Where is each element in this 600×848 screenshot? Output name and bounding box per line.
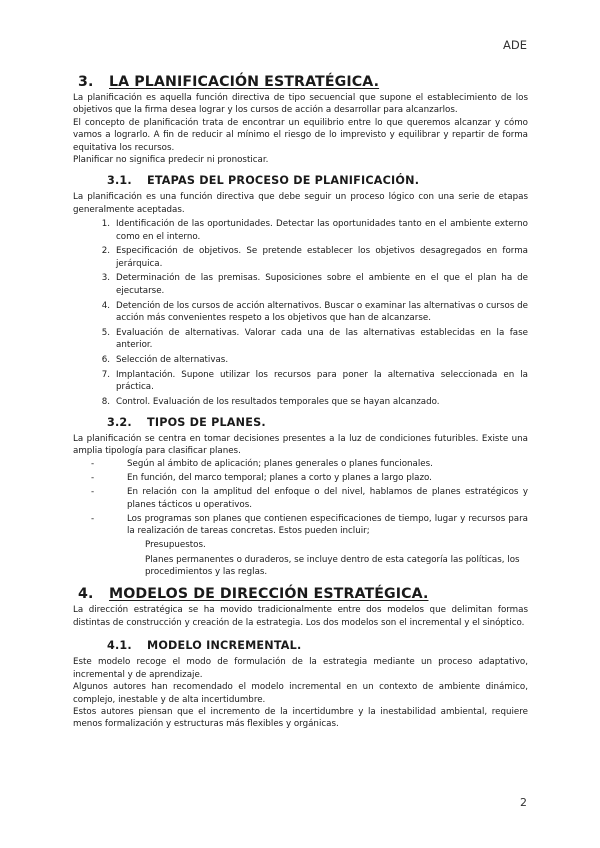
list-number: 4. bbox=[101, 300, 110, 311]
subsection-4-1-paragraph: Algunos autores han recomendado el modelo incremental en un contexto de ambiente dinámico, complejo, inestable y de alta incertidumbre. bbox=[73, 682, 528, 705]
list-item bbox=[73, 458, 528, 470]
dash-bullet: - bbox=[91, 513, 95, 524]
subsection-3-2-number: 3.2. bbox=[107, 416, 132, 430]
list-item bbox=[73, 396, 528, 408]
list-number: 2. bbox=[101, 246, 110, 257]
list-number: 6. bbox=[101, 354, 110, 365]
subsection-3-1-title: ETAPAS DEL PROCESO DE PLANIFICACIÓN. bbox=[147, 174, 420, 188]
list-item bbox=[73, 300, 528, 325]
list-number: 1. bbox=[101, 219, 110, 230]
list-text: Evaluación de alternativas. Valorar cada una de las alternativas establecidas en la fase anterior. bbox=[116, 327, 528, 351]
list-number: 7. bbox=[101, 369, 110, 380]
subsection-3-1-number: 3.1. bbox=[107, 174, 132, 188]
section-3-number: 3. bbox=[78, 74, 94, 90]
list-item bbox=[73, 354, 528, 366]
section-4-title: MODELOS DE DIRECCIÓN ESTRATÉGICA. bbox=[109, 586, 429, 603]
list-number: 3. bbox=[101, 273, 110, 284]
sub-list-item: Presupuestos. bbox=[145, 540, 206, 551]
list-text: Identificación de las oportunidades. Detectar las oportunidades tanto en el ambiente externo como en el interno. bbox=[116, 219, 528, 242]
subsection-3-1-intro: La planificación es una función directiva que debe seguir un proceso lógico con una serie de etapas generalmente aceptadas. bbox=[73, 192, 528, 215]
list-text: En función, del marco temporal; planes a corto y planes a largo plazo. bbox=[127, 473, 432, 484]
header-subject: ADE bbox=[503, 38, 527, 52]
list-number: 8. bbox=[101, 396, 110, 407]
list-item bbox=[73, 472, 528, 484]
list-text: Implantación. Supone utilizar los recursos para poner la alternativa seleccionada en la práctica. bbox=[116, 369, 528, 392]
list-item bbox=[73, 272, 528, 297]
document-body bbox=[73, 70, 528, 731]
list-text: Selección de alternativas. bbox=[116, 354, 229, 365]
planning-steps-list bbox=[73, 218, 528, 408]
list-item bbox=[73, 486, 528, 511]
dash-bullet: - bbox=[91, 487, 95, 498]
list-item bbox=[73, 218, 528, 243]
subsection-4-1-heading bbox=[73, 639, 528, 652]
section-4-heading bbox=[73, 586, 528, 602]
list-number: 5. bbox=[101, 327, 110, 338]
list-item bbox=[73, 327, 528, 352]
section-3-paragraph: El concepto de planificación trata de encontrar un equilibrio entre lo que queremos alcanzar y cómo vamos a lograrlo. A fin de reducir al mínimo el riesgo de lo imprevisto y equilibrar y repartir de forma equitativa los recursos. bbox=[73, 117, 528, 153]
plan-types-list bbox=[73, 458, 528, 538]
section-3-paragraph: La planificación es aquella función directiva de tipo secuencial que supone el establecimiento de los objetivos que la firma desea lograr y los cursos de acción a desarrollar para alcanzarlos. bbox=[73, 93, 528, 116]
sub-list-item: Planes permanentes o duraderos, se incluye dentro de esta categoría las políticas, los procedimientos y las reglas. bbox=[145, 554, 520, 578]
page-number: 2 bbox=[520, 796, 527, 809]
subsection-4-1-title: MODELO INCREMENTAL. bbox=[147, 639, 302, 653]
list-item bbox=[73, 513, 528, 538]
subsection-3-2-heading bbox=[73, 416, 528, 429]
subsection-3-2-title: TIPOS DE PLANES. bbox=[147, 416, 266, 430]
dash-bullet: - bbox=[91, 473, 95, 484]
subsection-3-1-heading bbox=[73, 174, 528, 187]
section-3-paragraph: Planificar no significa predecir ni pronosticar. bbox=[73, 155, 269, 166]
subsection-4-1-paragraph: Estos autores piensan que el incremento de la incertidumbre y la inestabilidad ambiental, requiere menos formalización y estructuras más flexibles y orgánicas. bbox=[73, 706, 528, 730]
subsection-4-1-paragraph: Este modelo recoge el modo de formulación de la estrategia mediante un proceso adaptativo, incremental y de aprendizaje. bbox=[73, 657, 528, 680]
list-text: Los programas son planes que contienen especificaciones de tiempo, lugar y recursos para la realización de tareas concretas. Estos pueden incluir; bbox=[127, 513, 528, 537]
list-text: En relación con la amplitud del enfoque o del nivel, hablamos de planes estratégicos y planes tácticos u operativos. bbox=[127, 487, 528, 510]
subsection-4-1-number: 4.1. bbox=[107, 639, 132, 653]
section-3-heading bbox=[73, 74, 528, 90]
list-text: Especificación de objetivos. Se pretende establecer los objetivos desagregados en forma jerárquica. bbox=[116, 246, 528, 269]
section-4-number: 4. bbox=[78, 586, 94, 603]
section-3-title: LA PLANIFICACIÓN ESTRATÉGICA. bbox=[109, 74, 380, 90]
list-text: Control. Evaluación de los resultados temporales que se hayan alcanzado. bbox=[116, 396, 440, 407]
list-item bbox=[73, 245, 528, 270]
section-4-intro: La dirección estratégica se ha movido tradicionalmente entre dos modelos que delimitan formas distintas de construcción y creación de la estrategia. Los dos modelos son el incremental y el sinóptico. bbox=[73, 605, 528, 628]
list-text: Determinación de las premisas. Suposiciones sobre el ambiente en el que el plan ha de ejecutarse. bbox=[116, 273, 528, 296]
subsection-3-2-intro: La planificación se centra en tomar decisiones presentes a la luz de condiciones futuribles. Existe una amplia tipología para clasificar planes. bbox=[73, 434, 528, 457]
dash-bullet: - bbox=[91, 458, 95, 469]
list-item bbox=[73, 369, 528, 394]
list-text: Según al ámbito de aplicación; planes generales o planes funcionales. bbox=[127, 458, 433, 469]
list-text: Detención de los cursos de acción alternativos. Buscar o examinar las alternativas o cursos de acción más convenientes respeto a los objetivos que han de alcanzarse. bbox=[116, 300, 528, 323]
